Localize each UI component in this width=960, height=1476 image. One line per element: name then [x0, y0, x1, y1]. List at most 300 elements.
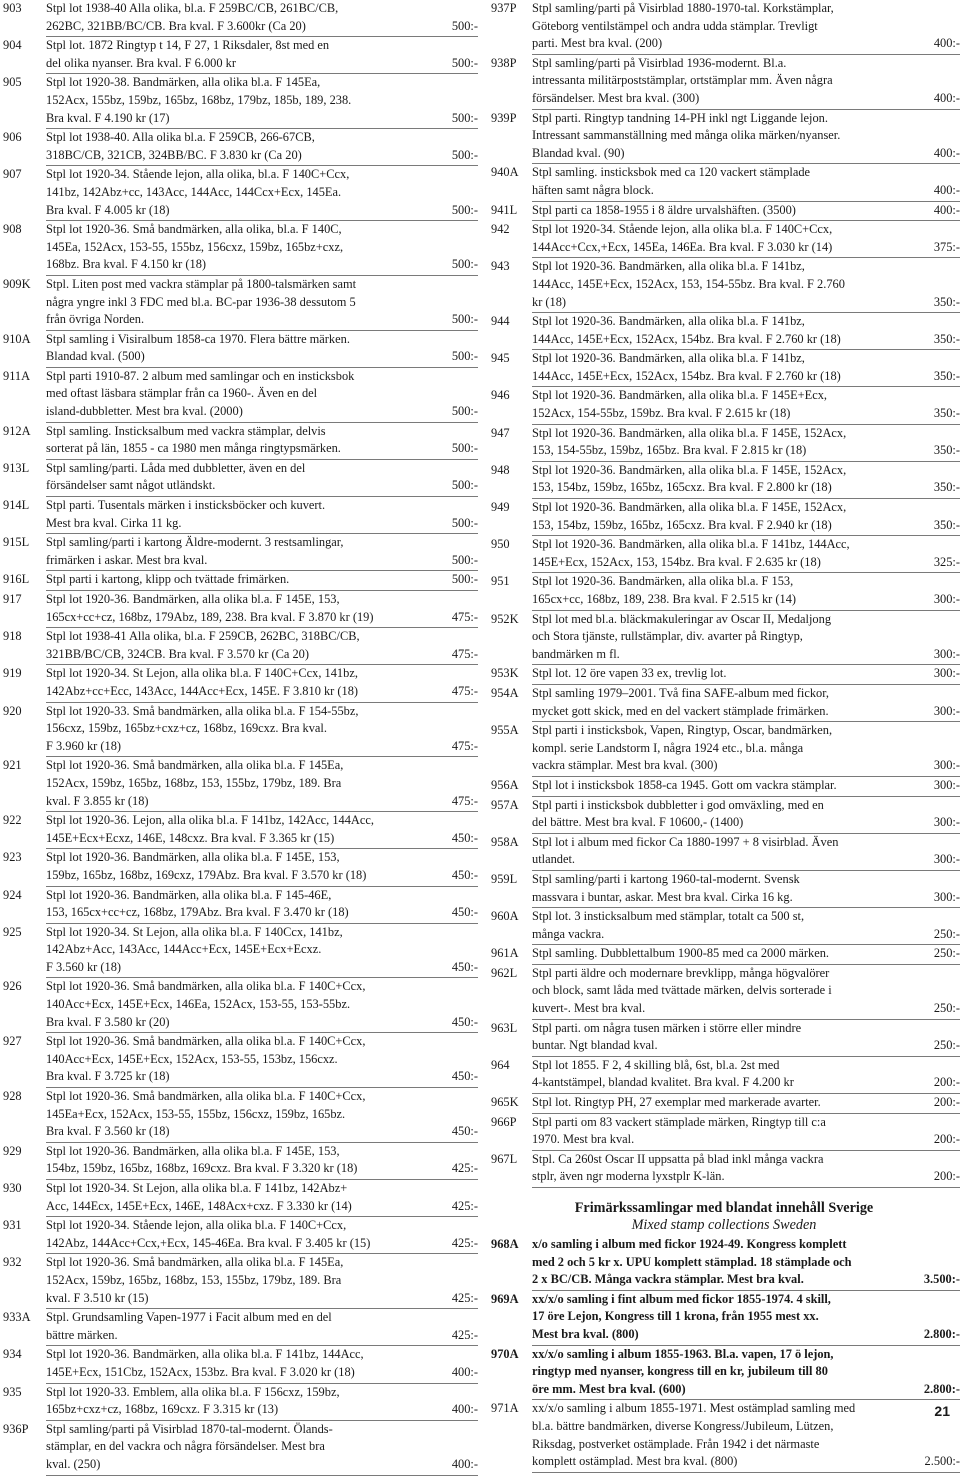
lot-entry [0, 1421, 478, 1476]
lot-entry [488, 1400, 960, 1472]
lot-number: 923 [3, 850, 22, 865]
lot-text: Stpl parti äldre och modernare brevklipp, många högvalörer [532, 965, 830, 980]
lot-number: 971A [491, 1401, 519, 1416]
lot-line [532, 871, 960, 889]
lot-price: 450:- [451, 1124, 478, 1139]
lot-price: 300:- [933, 758, 960, 773]
lot-text: Stpl parti. om några tusen märken i större eller mindre [532, 1020, 802, 1035]
lot-description [532, 777, 960, 797]
lot-description [532, 387, 960, 424]
page-number: 21 [934, 1403, 950, 1419]
lot-entry [488, 1057, 960, 1094]
lot-line [46, 239, 478, 257]
lot-number: 936P [3, 1421, 29, 1436]
lot-line [46, 1309, 478, 1327]
lot-text: Stpl lot 1920-36. Bandmärken, alla olika bl.a. F 145E, 153, [46, 592, 340, 606]
lot-number: 922 [3, 813, 22, 828]
lot-line [532, 387, 960, 405]
lot-text: Stpl lot 1920-36. Bandmärken, alla olika bl.a. F 141bz, [532, 314, 805, 329]
lot-text: många vackra. [532, 926, 605, 941]
lot-entry [488, 777, 960, 797]
lot-line [46, 1143, 478, 1161]
lot-price: 500:- [451, 110, 478, 125]
lot-price: 300:- [933, 777, 960, 792]
lot-number: 906 [3, 130, 22, 145]
lot-line [532, 276, 960, 294]
lot-text: Stpl. Grundsamling Vapen-1977 i Facit album med en del [46, 1310, 332, 1325]
lot-price: 425:- [451, 1327, 478, 1342]
lot-text: Bra kval. F 4.190 kr (17) [46, 110, 170, 125]
lot-price: 475:- [451, 738, 478, 753]
lot-entry [0, 887, 478, 924]
lot-text: massvara i buntar, askar. Mest bra kval. Cirka 16 kg. [532, 889, 793, 904]
lot-entry [488, 1236, 960, 1291]
lot-number: 952K [491, 611, 519, 626]
lot-number: 938P [491, 55, 517, 70]
lot-number: 941L [491, 202, 518, 217]
lot-line [532, 757, 960, 775]
lot-text: Stpl lot 1920-36. Bandmärken, alla olika bl.a. F 141bz, [532, 351, 805, 366]
lot-text: 153, 154bz, 159bz, 165bz, 165cxz. Bra kval. F 2.940 kr (18) [532, 517, 832, 532]
lot-number: 919 [3, 666, 22, 681]
lot-line [532, 1436, 960, 1454]
lot-entry [0, 129, 478, 166]
lot-text: 165cx+cc, 168bz, 189, 238. Bra kval. F 2.515 kr (14) [532, 592, 797, 606]
lot-entry [488, 722, 960, 777]
lot-line [532, 221, 960, 239]
lot-price: 500:- [451, 572, 478, 587]
lot-line [532, 1326, 960, 1344]
lot-text: Stpl lot 1920-36. Små bandmärken, alla olika bl.a. F 140C+Ccx, [46, 1034, 366, 1049]
lot-number: 944 [491, 314, 510, 329]
lot-text: 154bz, 159bz, 165bz, 168bz, 169cxz. Bra kval. F 3.320 kr (18) [46, 1161, 358, 1176]
lot-description [46, 1421, 478, 1476]
lot-line [46, 129, 478, 147]
lot-number: 965K [491, 1095, 519, 1110]
lot-line [46, 331, 478, 349]
lot-number: 947 [491, 425, 510, 440]
lot-text: Stpl samling/parti på Visirblad 1870-tal-modernt. Ölands- [46, 1421, 333, 1436]
lot-description [532, 110, 960, 165]
lot-entry [0, 534, 478, 571]
lot-line [46, 830, 478, 848]
lot-text: intressanta militärpoststämplar, ortstämplar mm. Även några [532, 73, 833, 88]
lot-line [532, 258, 960, 276]
lot-price: 450:- [451, 959, 478, 974]
lot-text: kval. (250) [46, 1456, 101, 1471]
lot-price: 500:- [451, 312, 478, 327]
lot-line [46, 348, 478, 366]
lot-description [532, 164, 960, 201]
lot-text: x/o samling i album med fickor 1924-49. Kongress komplett [532, 1237, 847, 1251]
lot-price: 2.800:- [923, 1381, 960, 1396]
lot-entry [488, 834, 960, 871]
lot-line [532, 350, 960, 368]
lot-price: 450:- [451, 1014, 478, 1029]
lot-line [532, 703, 960, 721]
lot-line [46, 738, 478, 756]
lot-price: 300:- [933, 815, 960, 830]
lot-line [532, 331, 960, 349]
lot-price: 3.500:- [923, 1272, 960, 1287]
lot-entry [488, 1346, 960, 1401]
lot-text: Stpl samling/parti i kartong Äldre-modernt. 3 restsamlingar, [46, 535, 344, 550]
lot-price: 425:- [451, 1161, 478, 1176]
lot-entry [488, 221, 960, 258]
lot-number: 954A [491, 685, 519, 700]
lot-description [532, 313, 960, 350]
lot-line [532, 294, 960, 312]
lot-price: 200:- [933, 1132, 960, 1147]
lot-entry [0, 331, 478, 368]
lot-line [532, 462, 960, 480]
lot-text: 321BB/BC/CB, 324CB. Bra kval. F 3.570 kr (Ca 20) [46, 646, 309, 661]
lot-text: Stpl lot 1920-34. St Lejon, alla olika bl.a. F 140Ccx, 141bz, [46, 924, 343, 939]
lot-number: 918 [3, 629, 22, 644]
lot-line [532, 1363, 960, 1381]
lot-line [46, 1346, 478, 1364]
lot-description [46, 978, 478, 1033]
lot-text: Stpl lot 1920-36. Bandmärken, alla olika bl.a. F 145E, 152Acx, [532, 462, 847, 477]
lot-line [532, 0, 960, 18]
lot-text: Blandad kval. (500) [46, 349, 145, 364]
lot-price: 300:- [933, 666, 960, 681]
lot-description [532, 573, 960, 610]
lot-description [46, 1346, 478, 1383]
lot-entry [0, 368, 478, 423]
lot-entry [488, 573, 960, 610]
lot-line [46, 978, 478, 996]
lot-price: 500:- [451, 478, 478, 493]
lot-entry [0, 812, 478, 849]
lot-text: Stpl lot i album med fickor Ca 1880-1997 + 8 visirblad. Även [532, 834, 839, 849]
lot-description [46, 571, 478, 591]
lot-number: 904 [3, 38, 22, 53]
lot-description [46, 1384, 478, 1421]
lot-line [46, 1068, 478, 1086]
lot-text: kompl. serie Landstorm I, några 1924 etc., bl.a. många [532, 740, 804, 755]
lot-price: 500:- [451, 349, 478, 364]
lot-text: häften samt några block. [532, 182, 654, 197]
lot-text: Stpl lot 1920-34. Stående lejon, alla olika bl.a. F 140C+Ccx, [532, 222, 833, 237]
lot-entry [488, 350, 960, 387]
lot-number: 953K [491, 666, 519, 681]
lot-text: 318BC/CB, 321CB, 324BB/BC. F 3.830 kr (Ca 20) [46, 147, 302, 162]
lot-price: 350:- [933, 368, 960, 383]
right-column [488, 0, 960, 1473]
lot-text: Stpl lot 1920-36. Bandmärken, alla olika bl.a. F 145E+Ecx, [532, 388, 828, 403]
lot-text: Stpl lot 1920-38. Bandmärken, alla olika bl.a. F 145Ea, [46, 75, 321, 90]
lot-entry [488, 499, 960, 536]
lot-line [532, 591, 960, 609]
lot-line [46, 423, 478, 441]
lot-description [532, 834, 960, 871]
lot-text: 145E+Ecx+Ecxz, 146E, 148cxz. Bra kval. F 3.365 kr (15) [46, 830, 335, 845]
lot-entry [488, 1020, 960, 1057]
lot-number: 911A [3, 368, 31, 383]
lot-entry [488, 55, 960, 110]
lot-price: 450:- [451, 905, 478, 920]
lot-text: 152Acx, 159bz, 165bz, 168bz, 153, 155bz, 179bz, 189. Bra [46, 775, 342, 790]
lot-line [532, 965, 960, 983]
lot-text: Stpl parti 1910-87. 2 album med samlingar och en insticksbok [46, 368, 355, 383]
lot-line [46, 683, 478, 701]
lot-number: 934 [3, 1347, 22, 1362]
lot-text: 153, 154-55bz, 159bz, 165bz. Bra kval. F 2.815 kr (18) [532, 443, 807, 458]
lot-line [532, 110, 960, 128]
lot-line [532, 1381, 960, 1399]
lot-line [46, 849, 478, 867]
lot-entry [488, 1151, 960, 1188]
lot-number: 903 [3, 1, 22, 15]
lot-price: 350:- [933, 294, 960, 309]
lot-number: 969A [491, 1291, 519, 1306]
lot-price: 200:- [933, 1169, 960, 1184]
lot-entry [0, 423, 478, 460]
lot-text: 145E+Ecx, 152Acx, 153, 154bz. Bra kval. F 2.635 kr (18) [532, 554, 821, 569]
lot-text: xx/x/o samling i fint album med fickor 1855-1974. 4 skill, [532, 1291, 831, 1306]
lot-text: 140Acc+Ecx, 145E+Ecx, 152Acx, 153-55, 153bz, 156cxz. [46, 1051, 338, 1066]
lot-entry [488, 387, 960, 424]
lot-line [532, 1057, 960, 1075]
lot-number: 937P [491, 1, 517, 15]
lot-entry [0, 1309, 478, 1346]
lot-description [532, 1236, 960, 1291]
lot-number: 948 [491, 462, 510, 477]
lot-entry [0, 1088, 478, 1143]
lot-description [46, 221, 478, 276]
lot-line [532, 145, 960, 163]
lot-description [46, 460, 478, 497]
lot-entry [0, 37, 478, 74]
lot-text: 144Acc+Ccx,+Ecx, 145Ea, 146Ea. Bra kval. F 3.030 kr (14) [532, 239, 833, 254]
lot-line [46, 1198, 478, 1216]
lot-number: 933A [3, 1310, 31, 1325]
lot-entry [488, 536, 960, 573]
lot-entry [0, 1180, 478, 1217]
lot-description [46, 628, 478, 665]
lot-line [46, 477, 478, 495]
lot-line [46, 1033, 478, 1051]
lot-description [532, 685, 960, 722]
lot-number: 962L [491, 965, 518, 980]
lot-line [46, 646, 478, 664]
lot-text: 144Acc, 145E+Ecx, 152Acx, 153, 154-55bz. Bra kval. F 2.760 [532, 276, 845, 291]
lot-line [532, 889, 960, 907]
lot-description [46, 1033, 478, 1088]
lot-line [46, 1327, 478, 1345]
lot-price: 500:- [451, 18, 478, 33]
lot-text: från övriga Norden. [46, 312, 145, 327]
lot-line [532, 1308, 960, 1326]
lot-text: 141bz, 142Abz+cc, 143Acc, 144Acc, 144Ccx+Ecx, 145Ea. [46, 184, 342, 199]
lot-number: 931 [3, 1218, 22, 1233]
lot-line [532, 1291, 960, 1309]
lot-description [532, 908, 960, 945]
lot-price: 400:- [451, 1364, 478, 1379]
lot-line [46, 294, 478, 312]
lot-number: 910A [3, 331, 31, 346]
lot-text: kval. F 3.855 kr (18) [46, 793, 149, 808]
lot-entry [488, 945, 960, 965]
lot-price: 2.800:- [923, 1326, 960, 1341]
lot-number: 967L [491, 1151, 518, 1166]
lot-text: Mest bra kval. (800) [532, 1326, 639, 1341]
section-heading [488, 1200, 960, 1234]
lot-number: 908 [3, 222, 22, 237]
lot-line [46, 1421, 478, 1439]
lot-text: kuvert-. Mest bra kval. [532, 1001, 646, 1016]
lot-price: 500:- [451, 55, 478, 70]
lot-text: Stpl. Ca 260st Oscar II uppsatta på blad inkl många vackra [532, 1151, 824, 1166]
lot-text: kval. F 3.510 kr (15) [46, 1290, 149, 1305]
lot-line [532, 1346, 960, 1364]
lot-line [532, 1074, 960, 1092]
lot-line [46, 202, 478, 220]
lot-number: 928 [3, 1089, 22, 1104]
lot-text: Bra kval. F 3.580 kr (20) [46, 1014, 170, 1029]
lot-entry [0, 978, 478, 1033]
lot-price: 400:- [933, 182, 960, 197]
lot-line [46, 812, 478, 830]
lot-number: 964 [491, 1057, 510, 1072]
lot-text: Stpl lot 1920-36. Bandmärken, alla olika bl.a. F 145-46E, [46, 887, 332, 902]
lot-text: Stpl lot. 12 öre vapen 33 ex, trevlig lot. [532, 666, 727, 681]
lot-entry [488, 871, 960, 908]
lot-entry [0, 703, 478, 758]
lot-description [532, 945, 960, 965]
lot-number: 956A [491, 777, 519, 792]
lot-line [46, 1438, 478, 1456]
lot-description [46, 0, 478, 37]
lot-description [532, 55, 960, 110]
lot-entry [0, 591, 478, 628]
lot-line [46, 460, 478, 478]
lot-price: 200:- [933, 1095, 960, 1110]
lot-entry [488, 462, 960, 499]
lot-line [532, 127, 960, 145]
lot-line [532, 1271, 960, 1289]
lot-price: 475:- [451, 609, 478, 624]
lot-description [532, 797, 960, 834]
lot-description [532, 1094, 960, 1114]
lot-number: 968A [491, 1237, 519, 1251]
lot-line [46, 703, 478, 721]
lot-text: buntar. Ngt blandad kval. [532, 1038, 658, 1053]
lot-description [46, 665, 478, 702]
lot-description [46, 331, 478, 368]
lot-text: xx/x/o samling i album 1855-1963. Bl.a. vapen, 17 ö lejon, [532, 1346, 834, 1361]
lot-line [46, 256, 478, 274]
lot-price: 400:- [451, 1402, 478, 1417]
lot-number: 963L [491, 1020, 518, 1035]
lot-entry [0, 460, 478, 497]
lot-description [46, 849, 478, 886]
lot-line [46, 385, 478, 403]
lot-price: 400:- [451, 1456, 478, 1471]
lot-line [532, 202, 960, 220]
lot-entry [0, 1384, 478, 1421]
lot-description [532, 665, 960, 685]
lot-text: försändelser samt något utländskt. [46, 478, 216, 493]
lot-line [532, 926, 960, 944]
lot-number: 917 [3, 592, 22, 606]
lot-line [46, 887, 478, 905]
lot-price: 300:- [933, 889, 960, 904]
lot-line [46, 867, 478, 885]
lot-text: Stpl. Liten post med vackra stämplar på 1800-talsmärken samt [46, 276, 357, 291]
lot-line [532, 1453, 960, 1471]
lot-description [46, 534, 478, 571]
lot-line [46, 1180, 478, 1198]
lot-line [532, 777, 960, 795]
lot-line [46, 1364, 478, 1382]
lot-line [532, 982, 960, 1000]
lot-line [532, 499, 960, 517]
lot-entry [488, 1291, 960, 1346]
lot-entry [0, 166, 478, 221]
lot-entry [488, 1094, 960, 1114]
lot-price: 350:- [933, 406, 960, 421]
lot-text: Stpl lot. 3 insticksalbum med stämplar, totalt ca 500 st, [532, 909, 805, 924]
lot-description [46, 166, 478, 221]
lot-line [532, 1114, 960, 1132]
lot-text: Stpl parti i kartong, klipp och tvättade frimärken. [46, 572, 290, 587]
lot-description [532, 1291, 960, 1346]
lot-text: och Stora tjänste, rullstämplar, div. avarter på Ringtyp, [532, 629, 803, 644]
lot-description [46, 924, 478, 979]
lot-entry [0, 665, 478, 702]
lot-line [46, 1088, 478, 1106]
lot-entry [0, 1254, 478, 1309]
lot-text: sorterat på län, 1855 - ca 1980 men många ringtypsmärken. [46, 441, 341, 456]
lot-description [46, 1217, 478, 1254]
lot-number: 914L [3, 498, 30, 513]
lot-line [532, 1094, 960, 1112]
lot-text: 152Acx, 155bz, 159bz, 165bz, 168bz, 179bz, 185b, 189, 238. [46, 92, 352, 107]
lot-line [46, 184, 478, 202]
lot-line [46, 1401, 478, 1419]
lot-line [46, 775, 478, 793]
lot-number: 926 [3, 979, 22, 994]
lot-text: Stpl samling i Visiralbum 1858-ca 1970. Flera bättre märken. [46, 331, 350, 346]
lot-text: Blandad kval. (90) [532, 145, 625, 160]
lot-line [46, 609, 478, 627]
lot-text: 144Acc, 145E+Ecx, 152Acx, 154bz. Bra kval. F 2.760 kr (18) [532, 331, 841, 346]
lot-text: Stpl lot 1920-33. Små bandmärken, alla olika bl.a. F 154-55bz, [46, 703, 359, 718]
lot-text: 4-kantstämpel, blandad kvalitet. Bra kval. F 4.200 kr [532, 1075, 794, 1090]
lot-description [46, 1254, 478, 1309]
lot-line [46, 1106, 478, 1124]
lot-line [532, 55, 960, 73]
lot-text: Stpl samling/parti på Visirblad 1936-modernt. Bl.a. [532, 55, 787, 70]
lot-text: komplett ostämplad. Mest bra kval. (800) [532, 1454, 738, 1469]
lot-text: 165cx+cc+cz, 168bz, 179Abz, 189, 238. Bra kval. F 3.870 kr (19) [46, 609, 374, 624]
lot-description [532, 462, 960, 499]
lot-number: 939P [491, 110, 517, 125]
lot-line [532, 90, 960, 108]
lot-number: 932 [3, 1255, 22, 1270]
lot-line [46, 1254, 478, 1272]
lot-text: Stpl lot 1920-36. Små bandmärken, alla olika bl.a. F 140C+Ccx, [46, 1089, 366, 1104]
lot-text: Stpl lot. 1872 Ringtyp t 14, F 27, 1 Riksdaler, 8st med en [46, 38, 330, 53]
lot-description [532, 1057, 960, 1094]
lot-number: 927 [3, 1034, 22, 1049]
lot-text: ringtyp med nyanser, kongress till en kr, jubileum till 80 [532, 1364, 828, 1379]
lot-line [532, 517, 960, 535]
lot-number: 907 [3, 167, 22, 182]
lot-description [532, 611, 960, 666]
